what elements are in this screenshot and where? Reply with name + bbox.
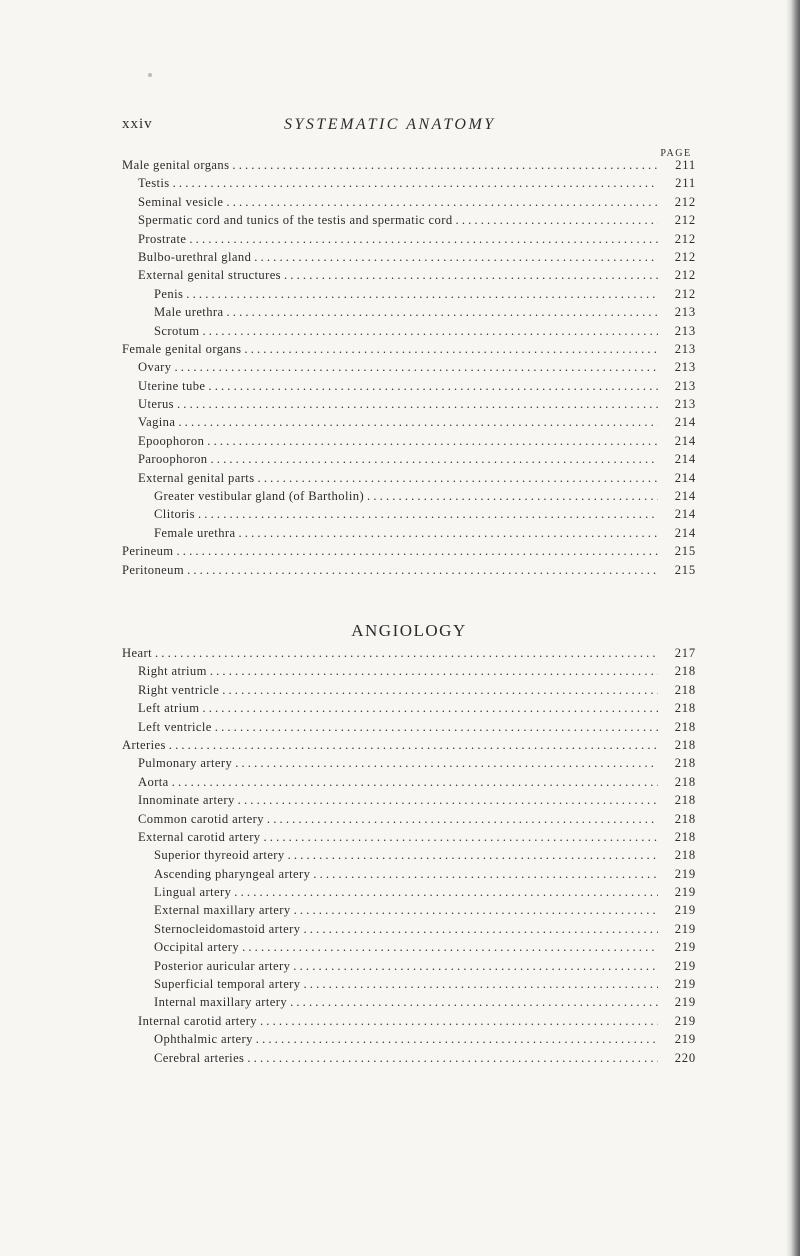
dot-leader — [122, 736, 658, 754]
toc-entry-label: External genital structures — [138, 268, 284, 282]
toc-entry — [122, 699, 696, 717]
dot-leader — [122, 285, 658, 303]
toc-entry — [122, 413, 696, 431]
toc-entry-label: Posterior auricular artery — [154, 959, 293, 973]
dot-leader — [122, 358, 658, 376]
dot-leader — [122, 957, 658, 975]
dot-leader — [122, 644, 658, 662]
dot-leader — [122, 432, 658, 450]
toc-entry-label: Epoophoron — [138, 434, 207, 448]
dot-leader — [122, 865, 658, 883]
toc-entry-label: Clitoris — [154, 507, 198, 521]
toc-entry-label: Aorta — [138, 775, 172, 789]
toc-entry-page: 218 — [674, 811, 696, 826]
running-header — [0, 116, 800, 140]
toc-entry — [122, 285, 696, 303]
toc-entry-label: Spermatic cord and tunics of the testis and spermatic cord — [138, 213, 456, 227]
toc-entry — [122, 975, 696, 993]
dot-leader — [122, 469, 658, 487]
paper-blemish — [148, 73, 152, 77]
dot-leader — [122, 487, 658, 505]
header-title: SYSTEMATIC ANATOMY — [284, 116, 496, 133]
toc-entry-page: 215 — [674, 544, 696, 559]
dot-leader — [122, 681, 658, 699]
toc-entry-label: Left ventricle — [138, 720, 215, 734]
toc-entry — [122, 561, 696, 579]
toc-section-genital — [122, 156, 696, 579]
toc-entry — [122, 718, 696, 736]
toc-entry-page: 218 — [674, 774, 696, 789]
toc-entry-label: Heart — [122, 646, 155, 660]
toc-entry — [122, 993, 696, 1011]
toc-entry — [122, 810, 696, 828]
toc-entry-label: Cerebral arteries — [154, 1051, 247, 1065]
dot-leader — [122, 340, 658, 358]
toc-entry — [122, 736, 696, 754]
toc-entry — [122, 174, 696, 192]
toc-entry-page: 213 — [674, 397, 696, 412]
toc-entry-page: 213 — [674, 323, 696, 338]
toc-entry — [122, 230, 696, 248]
toc-entry-page: 212 — [674, 249, 696, 264]
toc-entry-label: Greater vestibular gland (of Bartholin) — [154, 489, 367, 503]
dot-leader — [122, 395, 658, 413]
dot-leader — [122, 754, 658, 772]
toc-entry — [122, 358, 696, 376]
toc-entry-page: 212 — [674, 231, 696, 246]
toc-entry-label: Right ventricle — [138, 683, 222, 697]
toc-entry — [122, 754, 696, 772]
dot-leader — [122, 542, 658, 560]
page-edge-shadow — [786, 0, 800, 1256]
dot-leader — [122, 828, 658, 846]
dot-leader — [122, 230, 658, 248]
toc-entry-label: Female genital organs — [122, 342, 244, 356]
toc-entry-label: Ascending pharyngeal artery — [154, 867, 313, 881]
dot-leader — [122, 791, 658, 809]
dot-leader — [122, 322, 658, 340]
toc-entry-label: Testis — [138, 176, 173, 190]
toc-entry — [122, 432, 696, 450]
toc-entry-page: 212 — [674, 213, 696, 228]
toc-entry — [122, 957, 696, 975]
toc-entry-page: 212 — [674, 194, 696, 209]
toc-entry-label: Uterine tube — [138, 379, 208, 393]
toc-entry-page: 219 — [674, 977, 696, 992]
dot-leader — [122, 561, 658, 579]
toc-entry-label: Occipital artery — [154, 940, 242, 954]
toc-entry-page: 219 — [674, 995, 696, 1010]
toc-entry-label: Sternocleidomastoid artery — [154, 922, 303, 936]
dot-leader — [122, 524, 658, 542]
toc-entry — [122, 340, 696, 358]
toc-entry-page: 211 — [675, 176, 696, 191]
toc-entry — [122, 211, 696, 229]
toc-entry — [122, 303, 696, 321]
toc-entry-page: 217 — [674, 646, 696, 660]
dot-leader — [122, 1030, 658, 1048]
toc-entry-label: Internal maxillary artery — [154, 995, 290, 1009]
toc-entry-page: 211 — [675, 158, 696, 172]
toc-entry — [122, 1049, 696, 1067]
toc-entry — [122, 450, 696, 468]
toc-entry-label: Bulbo-urethral gland — [138, 250, 254, 264]
dot-leader — [122, 938, 658, 956]
toc-entry-label: Right atrium — [138, 664, 210, 678]
toc-entry-page: 218 — [674, 664, 696, 679]
toc-entry — [122, 395, 696, 413]
toc-entry — [122, 469, 696, 487]
toc-entry-label: Perineum — [122, 544, 176, 558]
toc-entry-label: Arteries — [122, 738, 169, 752]
toc-entry-label: Male genital organs — [122, 158, 232, 172]
toc-entry-label: External carotid artery — [138, 830, 263, 844]
toc-entry-page: 218 — [674, 848, 696, 863]
toc-entry-page: 219 — [674, 958, 696, 973]
toc-entry — [122, 828, 696, 846]
toc-entry-page: 214 — [674, 489, 696, 504]
toc-entry-page: 213 — [674, 360, 696, 375]
toc-entry — [122, 487, 696, 505]
toc-entry-label: Common carotid artery — [138, 812, 267, 826]
dot-leader — [122, 505, 658, 523]
dot-leader — [122, 303, 658, 321]
toc-entry-page: 214 — [674, 433, 696, 448]
toc-entry-page: 219 — [674, 921, 696, 936]
dot-leader — [122, 699, 658, 717]
dot-leader — [122, 883, 658, 901]
toc-entry — [122, 524, 696, 542]
toc-entry-label: Superficial temporal artery — [154, 977, 303, 991]
toc-entry-label: Female urethra — [154, 526, 238, 540]
toc-entry — [122, 248, 696, 266]
toc-entry — [122, 322, 696, 340]
toc-entry-label: Ophthalmic artery — [154, 1032, 256, 1046]
toc-entry-label: External genital parts — [138, 471, 258, 485]
toc-entry-page: 219 — [674, 866, 696, 881]
toc-entry — [122, 773, 696, 791]
toc-entry-label: External maxillary artery — [154, 903, 294, 917]
toc-entry — [122, 883, 696, 901]
toc-entry-label: Male urethra — [154, 305, 226, 319]
toc-entry-label: Vagina — [138, 415, 178, 429]
dot-leader — [122, 377, 658, 395]
toc-entry-page: 214 — [674, 507, 696, 522]
toc-entry-label: Penis — [154, 287, 186, 301]
toc-entry — [122, 266, 696, 284]
dot-leader — [122, 450, 658, 468]
toc-entry-page: 214 — [674, 452, 696, 467]
section-heading: ANGIOLOGY — [351, 621, 467, 640]
dot-leader — [122, 156, 658, 174]
toc-entry — [122, 156, 696, 174]
toc-entry-page: 218 — [674, 701, 696, 716]
toc-entry-page: 218 — [674, 682, 696, 697]
toc-entry — [122, 505, 696, 523]
dot-leader — [122, 975, 658, 993]
toc-entry-label: Internal carotid artery — [138, 1014, 260, 1028]
toc-entry — [122, 662, 696, 680]
dot-leader — [122, 1012, 658, 1030]
toc-entry-label: Paroophoron — [138, 452, 210, 466]
dot-leader — [122, 248, 658, 266]
toc-entry-page: 214 — [674, 415, 696, 430]
toc-entry-page: 219 — [674, 1013, 696, 1028]
toc-entry-page: 218 — [674, 756, 696, 771]
toc-entry-page: 214 — [674, 470, 696, 485]
dot-leader — [122, 193, 658, 211]
toc-entry-page: 219 — [674, 885, 696, 900]
toc-entry-label: Peritoneum — [122, 563, 187, 577]
dot-leader — [122, 846, 658, 864]
toc-entry-page: 219 — [674, 940, 696, 955]
header-page-number: xxiv — [122, 116, 153, 132]
toc-entry-page: 218 — [674, 793, 696, 808]
toc-entry-page: 213 — [674, 378, 696, 393]
toc-entry — [122, 1012, 696, 1030]
dot-leader — [122, 810, 658, 828]
toc-entry-page: 218 — [674, 719, 696, 734]
toc-entry-label: Innominate artery — [138, 793, 238, 807]
dot-leader — [122, 718, 658, 736]
toc-entry — [122, 1030, 696, 1048]
toc-entry — [122, 791, 696, 809]
toc-entry-page: 218 — [674, 737, 696, 752]
toc-entry — [122, 865, 696, 883]
dot-leader — [122, 413, 658, 431]
toc-entry-page: 212 — [674, 268, 696, 283]
toc-entry-page: 213 — [674, 341, 696, 356]
toc-entry — [122, 193, 696, 211]
dot-leader — [122, 993, 658, 1011]
toc-entry — [122, 681, 696, 699]
toc-entry-page: 219 — [674, 1032, 696, 1047]
toc-entry-label: Pulmonary artery — [138, 756, 235, 770]
toc-entry — [122, 901, 696, 919]
dot-leader — [122, 211, 658, 229]
dot-leader — [122, 901, 658, 919]
toc-entry-label: Prostrate — [138, 232, 189, 246]
dot-leader — [122, 174, 658, 192]
dot-leader — [122, 662, 658, 680]
dot-leader — [122, 920, 658, 938]
toc-entry-page: 215 — [674, 562, 696, 577]
toc-entry — [122, 846, 696, 864]
page-column-label: PAGE — [660, 148, 692, 159]
dot-leader — [122, 266, 658, 284]
toc-entry-page: 219 — [674, 903, 696, 918]
toc-entry-page: 214 — [674, 525, 696, 540]
toc-entry-page: 220 — [674, 1050, 696, 1065]
toc-entry-page: 213 — [674, 305, 696, 320]
toc-entry — [122, 377, 696, 395]
toc-entry-label: Seminal vesicle — [138, 195, 226, 209]
toc-entry — [122, 920, 696, 938]
dot-leader — [122, 1049, 658, 1067]
toc-entry-page: 218 — [674, 829, 696, 844]
toc-entry-label: Uterus — [138, 397, 177, 411]
toc-entry — [122, 542, 696, 560]
toc-entry-page: 212 — [674, 286, 696, 301]
toc-entry-label: Lingual artery — [154, 885, 234, 899]
toc-section-angiology — [122, 618, 696, 1067]
toc-entry-label: Scrotum — [154, 324, 202, 338]
toc-entry — [122, 644, 696, 662]
toc-entry-label: Left atrium — [138, 701, 202, 715]
toc-entry — [122, 938, 696, 956]
dot-leader — [122, 773, 658, 791]
toc-entry-label: Ovary — [138, 360, 174, 374]
toc-entry-label: Superior thyreoid artery — [154, 848, 288, 862]
